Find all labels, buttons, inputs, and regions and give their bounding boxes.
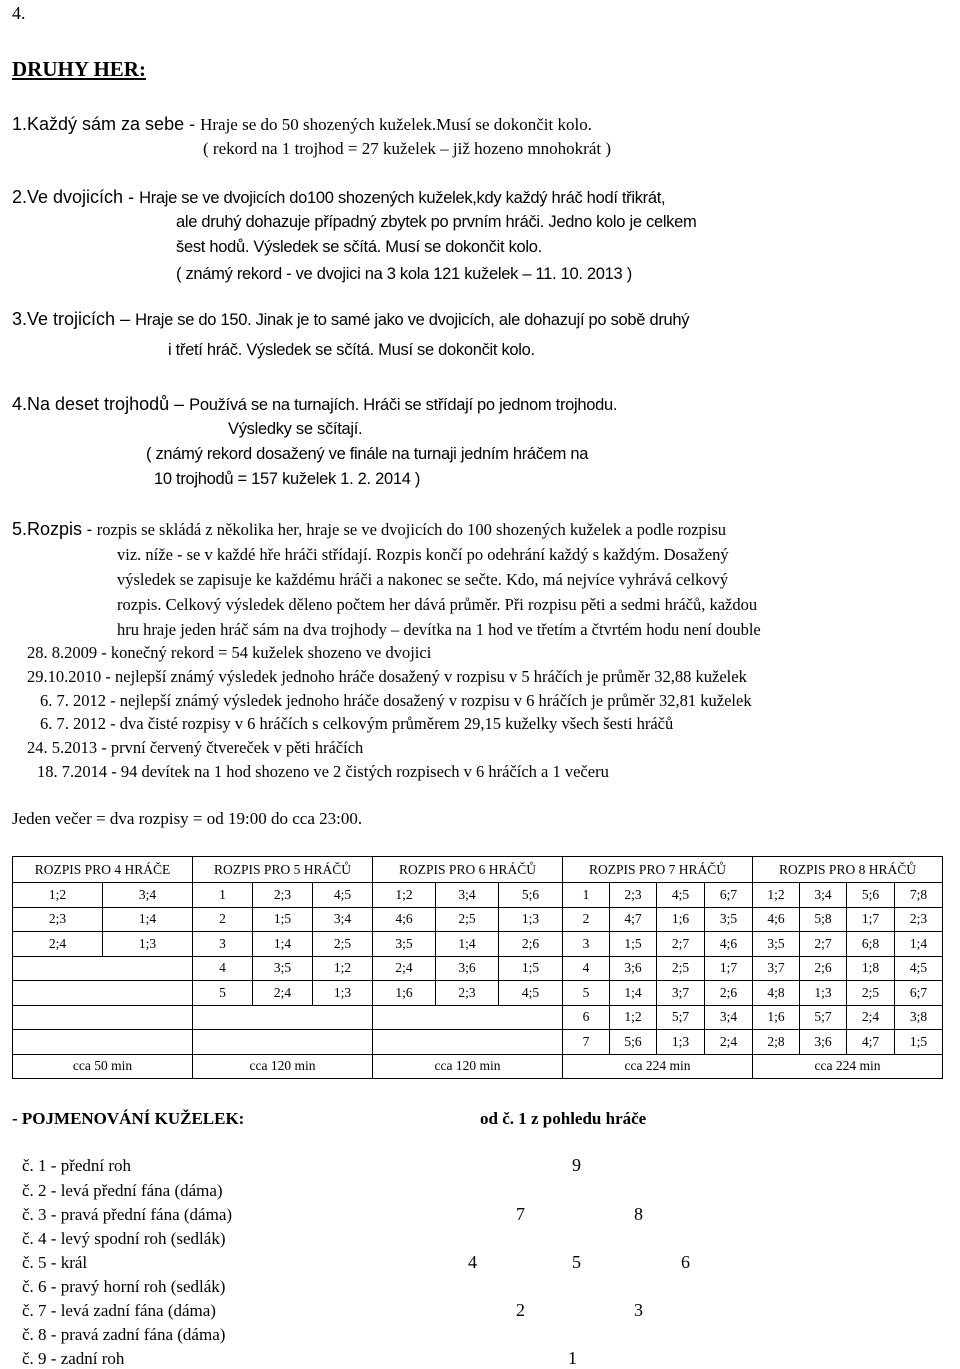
cell: 1;7: [847, 907, 895, 932]
game-2-heading: [12, 187, 665, 208]
cell: 1;2: [753, 883, 800, 908]
empty-cell: [373, 1005, 563, 1030]
cell: 5;6: [499, 883, 563, 908]
pin-3-label: 3: [634, 1300, 643, 1320]
cell: 1;4: [253, 932, 313, 957]
cell: 2;7: [657, 932, 705, 957]
cell: 6;7: [895, 981, 943, 1006]
cell: 1;5: [610, 932, 657, 957]
pin-name-3: č. 3 - pravá přední fána (dáma): [22, 1205, 233, 1224]
page-number: 4.: [12, 3, 26, 23]
table-row: [13, 907, 943, 932]
cell: 2;4: [847, 1005, 895, 1030]
game-4-line-4: 10 trojhodů = 157 kuželek 1. 2. 2014 ): [154, 470, 421, 488]
cell: 1;4: [895, 932, 943, 957]
game-5-dash: -: [82, 521, 97, 539]
cell: 4;6: [753, 907, 800, 932]
empty-cell: [193, 1030, 373, 1055]
cell: 1;7: [705, 956, 753, 981]
pin-name-8: č. 8 - pravá zadní fána (dáma): [22, 1325, 226, 1344]
cell: 1;6: [753, 1005, 800, 1030]
cell: 2: [193, 907, 253, 932]
cell: 2;6: [499, 932, 563, 957]
header-6-players: ROZPIS PRO 6 HRÁČŮ: [373, 857, 563, 883]
cell: 3;5: [253, 956, 313, 981]
cell: 3;4: [800, 883, 847, 908]
cell: 1;5: [499, 956, 563, 981]
cell: 3;6: [610, 956, 657, 981]
cell: 1;5: [895, 1030, 943, 1055]
empty-cell: [13, 1005, 193, 1030]
table-row: [13, 981, 943, 1006]
pin-name-1: č. 1 - přední roh: [22, 1156, 132, 1175]
cell: 2;4: [373, 956, 436, 981]
cell: 1: [193, 883, 253, 908]
game-2-line-2: ale druhý dohazuje případný zbytek po prvním hráči. Jedno kolo je celkem: [176, 213, 697, 231]
record-2: 29.10.2010 - nejlepší známý výsledek jednoho hráče dosažený v rozpisu v 5 hráčích je průměr 32,88 kuželek: [27, 667, 747, 686]
game-1-line-1: Hraje se do 50 shozených kuželek.Musí se dokončit kolo.: [200, 115, 592, 134]
cell: 5;8: [800, 907, 847, 932]
cell: 1: [563, 883, 610, 908]
record-1: 28. 8.2009 - konečný rekord = 54 kuželek shozeno ve dvojici: [27, 643, 432, 662]
record-4: 6. 7. 2012 - dva čisté rozpisy v 6 hráčích s celkovým průměrem 29,15 kuželky všech šesti hráčů: [40, 714, 674, 733]
game-3-number: 3.: [12, 309, 28, 329]
cell: 7;8: [895, 883, 943, 908]
cell: 6;7: [705, 883, 753, 908]
cell: 3;4: [705, 1005, 753, 1030]
cell: 4;8: [753, 981, 800, 1006]
game-5-line-1: rozpis se skládá z několika her, hraje se ve dvojicích do 100 shozených kuželek a podle rozpisu: [96, 520, 727, 539]
duration-7-players: cca 224 min: [563, 1054, 753, 1079]
game-4-line-1: Používá se na turnajích. Hráči se střídají po jednom trojhodu.: [189, 396, 618, 414]
game-1-name: Každý sám za sebe: [27, 114, 185, 134]
game-5-number: 5.: [12, 519, 28, 539]
game-4-dash: –: [169, 394, 190, 414]
game-4-heading: [12, 394, 617, 415]
cell: 1;2: [610, 1005, 657, 1030]
game-1-heading: [12, 114, 592, 135]
game-4-line-3: ( známý rekord dosažený ve finále na turnaji jedním hráčem na: [146, 445, 589, 463]
game-3-dash: –: [115, 309, 136, 329]
cell: 1;3: [313, 981, 373, 1006]
game-2-name: Ve dvojicích: [27, 187, 124, 207]
cell: 5;7: [800, 1005, 847, 1030]
cell: 3;4: [103, 883, 193, 908]
pin-name-9: č. 9 - zadní roh: [22, 1349, 125, 1368]
header-5-players: ROZPIS PRO 5 HRÁČŮ: [193, 857, 373, 883]
pin-8-label: 8: [634, 1204, 643, 1224]
cell: 3;4: [313, 907, 373, 932]
cell: 3: [563, 932, 610, 957]
cell: 1;3: [800, 981, 847, 1006]
cell: 2: [563, 907, 610, 932]
cell: 3;8: [895, 1005, 943, 1030]
cell: 4;5: [499, 981, 563, 1006]
cell: 3;5: [373, 932, 436, 957]
pin-7-label: 7: [516, 1204, 525, 1224]
pin-name-5: č. 5 - král: [22, 1253, 88, 1272]
pins-subtitle: od č. 1 z pohledu hráče: [480, 1109, 647, 1128]
cell: 4;5: [657, 883, 705, 908]
cell: 2;5: [313, 932, 373, 957]
cell: 3;4: [436, 883, 499, 908]
cell: 2;4: [13, 932, 103, 957]
empty-cell: [193, 1005, 373, 1030]
cell: 1;4: [103, 907, 193, 932]
game-4-name: Na deset trojhodů: [27, 394, 170, 414]
game-5-line-3: výsledek se zapisuje ke každému hráči a nakonec se sečte. Kdo, má nejvíce vyhrává celkový: [117, 570, 729, 589]
cell: 4: [563, 956, 610, 981]
cell: 2;6: [800, 956, 847, 981]
cell: 2;7: [800, 932, 847, 957]
game-1-line-2: ( rekord na 1 trojhod = 27 kuželek – již hozeno mnohokrát ): [203, 139, 612, 158]
cell: 1;4: [610, 981, 657, 1006]
duration-5-players: cca 120 min: [193, 1054, 373, 1079]
cell: 5: [193, 981, 253, 1006]
cell: 1;2: [373, 883, 436, 908]
pin-name-7: č. 7 - levá zadní fána (dáma): [22, 1301, 216, 1320]
cell: 3;7: [753, 956, 800, 981]
empty-cell: [13, 981, 193, 1006]
pin-9-label: 9: [572, 1155, 581, 1175]
game-3-name: Ve trojicích: [27, 309, 116, 329]
game-5-line-4: rozpis. Celkový výsledek děleno počtem her dává průměr. Při rozpisu pěti a sedmi hráčů, každou: [117, 595, 758, 614]
game-1-dash: -: [184, 114, 201, 134]
pin-2-label: 2: [516, 1300, 525, 1320]
cell: 3;6: [436, 956, 499, 981]
empty-cell: [373, 1030, 563, 1055]
cell: 2;6: [705, 981, 753, 1006]
cell: 5;6: [847, 883, 895, 908]
cell: 1;3: [103, 932, 193, 957]
cell: 2;4: [253, 981, 313, 1006]
cell: 5;7: [657, 1005, 705, 1030]
cell: 3;6: [800, 1030, 847, 1055]
cell: 1;3: [499, 907, 563, 932]
game-2-line-1: Hraje se ve dvojicích do100 shozených kuželek,kdy každý hráč hodí třikrát,: [139, 189, 666, 207]
record-3: 6. 7. 2012 - nejlepší známý výsledek jednoho hráče dosažený v rozpisu v 6 hráčích je průměr 32,81 kuželek: [40, 691, 752, 710]
game-3-heading: [12, 309, 689, 330]
cell: 2;3: [610, 883, 657, 908]
cell: 4;6: [373, 907, 436, 932]
pins-title: - POJMENOVÁNÍ KUŽELEK:: [12, 1109, 245, 1128]
game-5-heading: [12, 519, 726, 540]
pin-6-label: 6: [681, 1252, 690, 1272]
pin-5-label: 5: [572, 1252, 581, 1272]
pin-name-2: č. 2 - levá přední fána (dáma): [22, 1181, 223, 1200]
game-2-number: 2.: [12, 187, 28, 207]
cell: 2;3: [895, 907, 943, 932]
cell: 2;8: [753, 1030, 800, 1055]
duration-row: [13, 1054, 943, 1079]
record-5: 24. 5.2013 - první červený čtvereček v pěti hráčích: [27, 738, 364, 757]
header-7-players: ROZPIS PRO 7 HRÁČŮ: [563, 857, 753, 883]
cell: 1;5: [253, 907, 313, 932]
empty-cell: [13, 956, 193, 981]
cell: 2;3: [13, 907, 103, 932]
cell: 3;5: [705, 907, 753, 932]
cell: 3: [193, 932, 253, 957]
game-3-line-2: i třetí hráč. Výsledek se sčítá. Musí se dokončit kolo.: [168, 341, 535, 359]
cell: 6;8: [847, 932, 895, 957]
cell: 4;5: [313, 883, 373, 908]
cell: 2;5: [847, 981, 895, 1006]
game-2-line-4: ( známý rekord - ve dvojici na 3 kola 121 kuželek – 11. 10. 2013 ): [176, 265, 632, 283]
cell: 6: [563, 1005, 610, 1030]
cell: 5: [563, 981, 610, 1006]
pin-4-label: 4: [468, 1252, 477, 1272]
game-1-number: 1.: [12, 114, 28, 134]
pin-name-6: č. 6 - pravý horní roh (sedlák): [22, 1277, 226, 1296]
cell: 1;8: [847, 956, 895, 981]
cell: 4;6: [705, 932, 753, 957]
cell: 2;5: [436, 907, 499, 932]
table-row: [13, 956, 943, 981]
cell: 2;3: [436, 981, 499, 1006]
game-5-line-5: hru hraje jeden hráč sám na dva trojhody – devítka na 1 hod ve třetím a čtvrtém hodu není double: [117, 620, 761, 639]
cell: 3;5: [753, 932, 800, 957]
cell: 4;5: [895, 956, 943, 981]
game-5-line-2: viz. níže - se v každé hře hráči střídají. Rozpis končí po odehrání každý s každým. Dosažený: [117, 545, 729, 564]
duration-8-players: cca 224 min: [753, 1054, 943, 1079]
game-4-line-2: Výsledky se sčítají.: [228, 420, 363, 438]
cell: 4: [193, 956, 253, 981]
cell: 2;4: [705, 1030, 753, 1055]
cell: 3;7: [657, 981, 705, 1006]
cell: 7: [563, 1030, 610, 1055]
header-4-players: ROZPIS PRO 4 HRÁČE: [13, 857, 193, 883]
cell: 4;7: [847, 1030, 895, 1055]
empty-cell: [13, 1030, 193, 1055]
cell: 4;7: [610, 907, 657, 932]
cell: 1;3: [657, 1030, 705, 1055]
schedule-header-row: [13, 857, 943, 883]
duration-6-players: cca 120 min: [373, 1054, 563, 1079]
cell: 2;5: [657, 956, 705, 981]
cell: 1;2: [13, 883, 103, 908]
cell: 1;6: [373, 981, 436, 1006]
game-2-line-3: šest hodů. Výsledek se sčítá. Musí se dokončit kolo.: [176, 238, 542, 256]
table-row: [13, 883, 943, 908]
cell: 1;4: [436, 932, 499, 957]
game-2-dash: -: [123, 187, 140, 207]
cell: 5;6: [610, 1030, 657, 1055]
table-row: [13, 1030, 943, 1055]
duration-4-players: cca 50 min: [13, 1054, 193, 1079]
table-row: [13, 932, 943, 957]
game-5-name: Rozpis: [27, 519, 83, 539]
pin-1-label: 1: [568, 1348, 577, 1368]
game-4-number: 4.: [12, 394, 28, 414]
game-3-line-1: Hraje se do 150. Jinak je to samé jako ve dvojicích, ale dohazují po sobě druhý: [135, 311, 690, 329]
evening-note: Jeden večer = dva rozpisy = od 19:00 do cca 23:00.: [12, 809, 363, 828]
pin-name-4: č. 4 - levý spodní roh (sedlák): [22, 1229, 226, 1248]
cell: 1;6: [657, 907, 705, 932]
schedule-table: [12, 856, 943, 1079]
cell: 1;2: [313, 956, 373, 981]
page-title: DRUHY HER:: [12, 57, 146, 81]
table-row: [13, 1005, 943, 1030]
record-6: 18. 7.2014 - 94 devítek na 1 hod shozeno ve 2 čistých rozpisech v 6 hráčích a 1 večeru: [37, 762, 609, 781]
header-8-players: ROZPIS PRO 8 HRÁČŮ: [753, 857, 943, 883]
cell: 2;3: [253, 883, 313, 908]
